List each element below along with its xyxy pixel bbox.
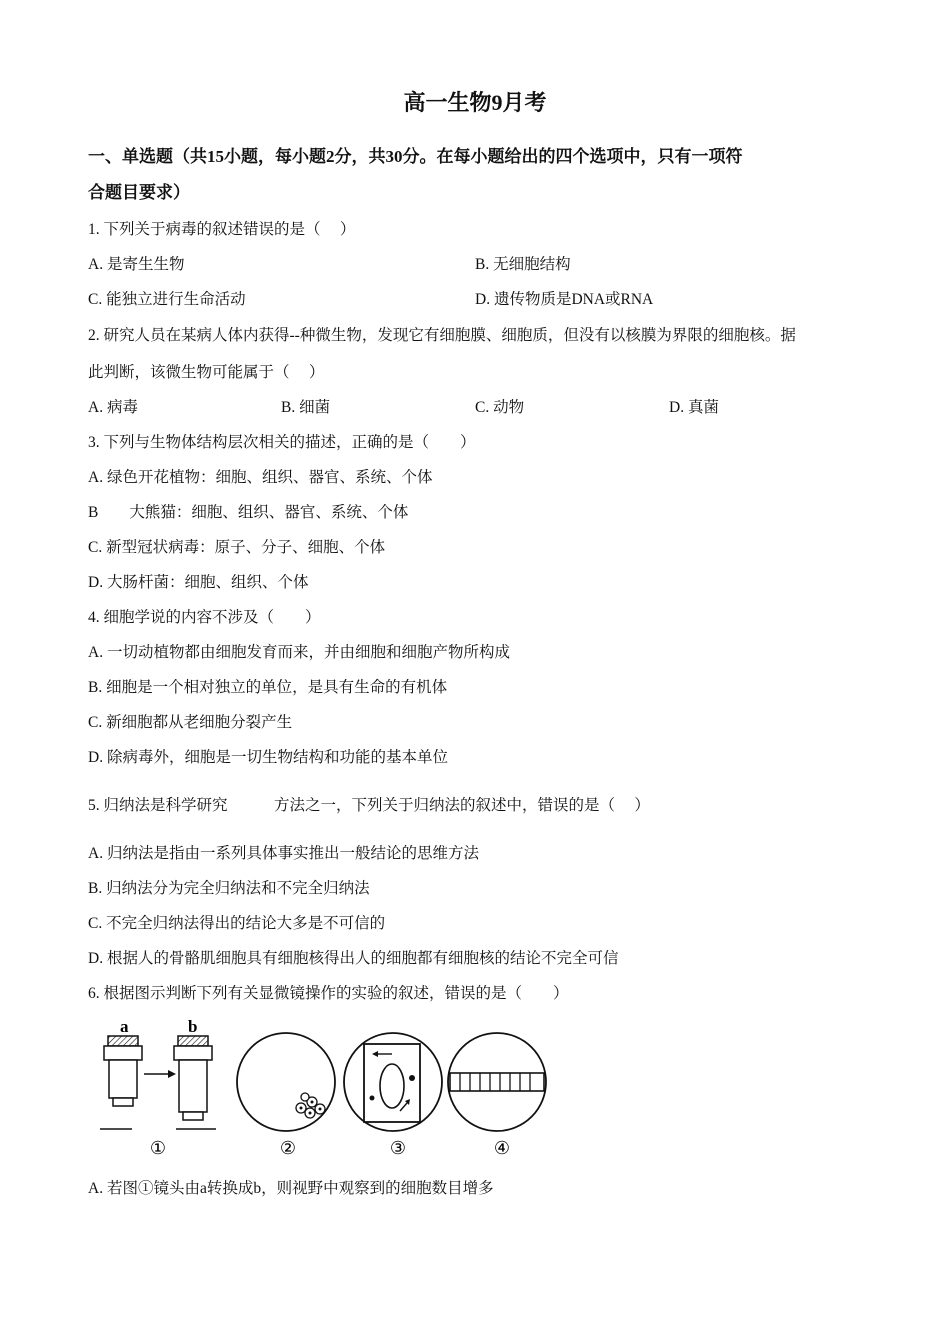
q4-option-b: B. 细胞是一个相对独立的单位，是具有生命的有机体 [88,679,448,696]
q5-option-b: B. 归纳法分为完全归纳法和不完全归纳法 [88,880,370,897]
label-b: b [188,1017,198,1036]
q1-option-a: A. 是寄生生物 [88,256,185,273]
field-of-view-2 [237,1033,335,1131]
objective-lens-b [174,1017,212,1120]
q2-option-b: B. 细菌 [281,399,331,416]
q1-option-b: B. 无细胞结构 [475,256,571,273]
q1-option-c: C. 能独立进行生命活动 [88,291,246,308]
field-of-view-4 [448,1033,546,1131]
q2-stem-line2: 此判断，该微生物可能属于（ ） [88,364,325,381]
q4-option-a: A. 一切动植物都由细胞发育而来，并由细胞和细胞产物所构成 [88,644,510,661]
q4-option-c: C. 新细胞都从老细胞分裂产生 [88,714,293,731]
q3-option-c: C. 新型冠状病毒：原子、分子、细胞、个体 [88,539,386,556]
q2-option-c: C. 动物 [475,399,525,416]
q3-option-d: D. 大肠杆菌：细胞、组织、个体 [88,574,309,591]
section-heading-line1: 一、单选题（共15小题，每小题2分，共30分。在每小题给出的四个选项中，只有一项符 [88,147,743,166]
q4-option-d: D. 除病毒外，细胞是一切生物结构和功能的基本单位 [88,749,448,766]
q3-stem: 3. 下列与生物体结构层次相关的描述，正确的是（ ） [88,434,476,451]
q5-option-c: C. 不完全归纳法得出的结论大多是不可信的 [88,915,386,932]
microscope-figure [96,1016,556,1166]
q3-option-b: B 大熊猫：细胞、组织、器官、系统、个体 [88,504,409,521]
q5-option-a: A. 归纳法是指由一系列具体事实推出一般结论的思维方法 [88,845,479,862]
q2-stem-line1: 2. 研究人员在某病人体内获得--种微生物，发现它有细胞膜、细胞质，但没有以核膜为界限的细胞核。据 [88,327,796,344]
q5-option-d: D. 根据人的骨骼肌细胞具有细胞核得出人的细胞都有细胞核的结论不完全可信 [88,950,619,967]
caption-1: ① [149,1138,167,1158]
q1-stem: 1. 下列关于病毒的叙述错误的是（ ） [88,221,356,238]
section-heading-line2: 合题目要求） [88,183,190,202]
q2-option-d: D. 真菌 [669,399,719,416]
field-of-view-3 [344,1033,442,1131]
q1-option-d: D. 遗传物质是DNA或RNA [475,291,654,308]
label-a: a [120,1017,129,1036]
objective-lens-a [104,1017,142,1106]
page-title: 高一生物9月考 [403,90,547,115]
q4-stem: 4. 细胞学说的内容不涉及（ ） [88,609,321,626]
q3-option-a: A. 绿色开花植物：细胞、组织、器官、系统、个体 [88,469,433,486]
caption-2: ② [279,1138,297,1158]
arrow-a-to-b [144,1070,176,1078]
caption-4: ④ [493,1138,511,1158]
caption-3: ③ [389,1138,407,1158]
q5-stem: 5. 归纳法是科学研究 方法之一，下列关于归纳法的叙述中，错误的是（ ） [88,797,650,814]
q2-option-a: A. 病毒 [88,399,138,416]
q6-option-a: A. 若图①镜头由a转换成b，则视野中观察到的细胞数目增多 [88,1180,494,1197]
q6-stem: 6. 根据图示判断下列有关显微镜操作的实验的叙述，错误的是（ ） [88,985,569,1002]
